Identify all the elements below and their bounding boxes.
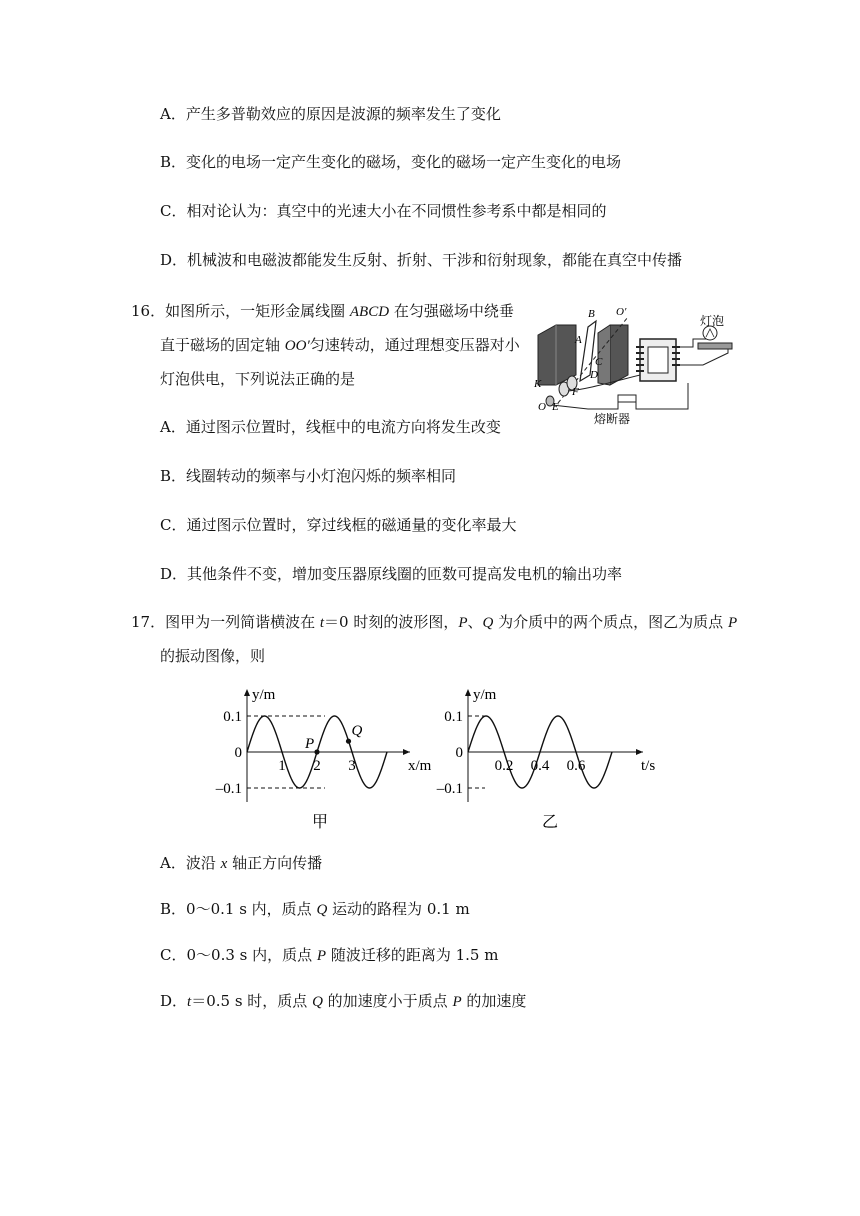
label-d: D (590, 369, 598, 381)
x-tick-label: 0.4 (530, 758, 550, 774)
question-number: 16． (131, 302, 166, 320)
bulb-label: 灯泡 (700, 314, 725, 328)
y-tick-label: –0.1 (436, 781, 463, 797)
y-tick-label: 0.1 (223, 709, 242, 725)
point-label-q: Q (351, 723, 363, 740)
q15-option-b: B．变化的电场一定产生变化的磁场，变化的磁场一定产生变化的电场 (160, 153, 622, 171)
y-tick-label: 0.1 (444, 709, 463, 725)
chart-caption: 乙 (541, 814, 559, 831)
q15-option-a: A．产生多普勒效应的原因是波源的频率发生了变化 (160, 105, 501, 123)
x-axis-arrow (403, 749, 410, 755)
point-p (314, 749, 319, 754)
x-tick-label: 1 (278, 758, 286, 774)
y-tick-label: –0.1 (215, 781, 242, 797)
q17-stem-line2: 的振动图像，则 (160, 647, 266, 665)
fuse-icon (618, 395, 636, 402)
q16-stem-line1: 16．如图所示，一矩形金属线圈 ABCD 在匀强磁场中绕垂 (131, 302, 514, 320)
chart-caption: 甲 (311, 814, 329, 831)
q17-stem-line1: 17．图甲为一列简谐横波在 t＝0 时刻的波形图，P、Q 为介质中的两个质点，图乙为质点 P (131, 613, 738, 631)
label-b: B (588, 308, 595, 320)
q15-option-c: C．相对论认为：真空中的光速大小在不同惯性参考系中都是相同的 (160, 202, 607, 220)
q15-option-d: D．机械波和电磁波都能发生反射、折射、干涉和衍射现象，都能在真空中传播 (160, 251, 683, 269)
y-tick-label: 0 (234, 745, 242, 761)
wave-chart-jia (205, 685, 445, 835)
q16-stem-line2: 直于磁场的固定轴 OO′匀速转动，通过理想变压器对小 (160, 336, 520, 354)
q17-option-a: A．波沿 x 轴正方向传播 (160, 854, 323, 872)
x-tick-label: 0.6 (566, 758, 586, 774)
label-k: K (534, 378, 542, 390)
q17-option-c: C．0～0.3 s 内，质点 P 随波迁移的距离为 1.5 m (160, 946, 499, 964)
y-axis-arrow (244, 689, 250, 696)
fuse-label: 熔断器 (594, 412, 631, 425)
q16-option-b: B．线圈转动的频率与小灯泡闪烁的频率相同 (160, 467, 457, 485)
y-axis-arrow (465, 689, 471, 696)
label-f: F (572, 386, 579, 398)
label-o: O (538, 401, 546, 413)
q17-option-d: D．t＝0.5 s 时，质点 Q 的加速度小于质点 P 的加速度 (160, 992, 527, 1010)
label-o-prime: O′ (616, 306, 627, 318)
x-tick-label: 0.2 (494, 758, 514, 774)
x-tick-label: 2 (313, 758, 321, 774)
q16-stem-line3: 灯泡供电，下列说法正确的是 (160, 370, 356, 388)
point-label-p: P (305, 736, 315, 752)
y-axis-label: y/m (252, 687, 276, 703)
vibration-chart-yi (425, 685, 655, 835)
x-axis-arrow (636, 749, 643, 755)
q17-option-b: B．0～0.1 s 内，质点 Q 运动的路程为 0.1 m (160, 900, 470, 918)
q16-option-a: A．通过图示位置时，线框中的电流方向将发生改变 (160, 418, 501, 436)
point-q (346, 739, 351, 744)
label-e: E (552, 401, 559, 413)
question-number: 17． (131, 613, 166, 631)
magnet-south-pole (610, 325, 628, 385)
label-c: C (595, 356, 603, 368)
generator-figure (528, 303, 748, 425)
y-axis-label: y/m (473, 687, 497, 703)
q16-option-d: D．其他条件不变，增加变压器原线圈的匝数可提高发电机的输出功率 (160, 565, 623, 583)
bulb-icon (703, 326, 717, 340)
x-axis-label: x/m (408, 758, 432, 774)
label-a: A (575, 334, 582, 346)
q16-option-c: C．通过图示位置时，穿过线框的磁通量的变化率最大 (160, 516, 517, 534)
y-tick-label: 0 (455, 745, 463, 761)
x-axis-label: t/s (641, 758, 655, 774)
x-tick-label: 3 (348, 758, 356, 774)
